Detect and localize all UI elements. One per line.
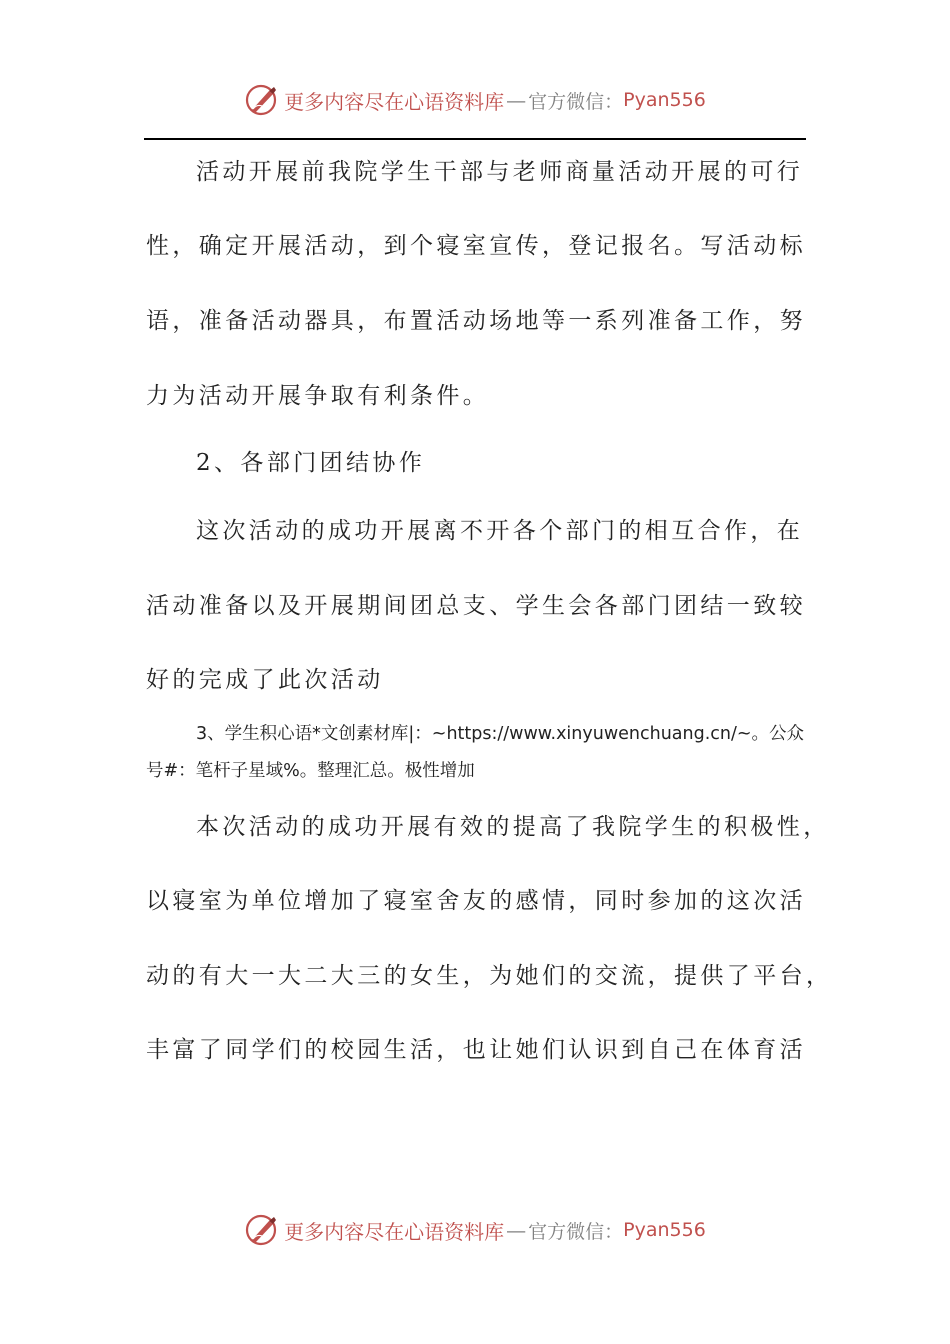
footer-brand-text: 更多内容尽在心语资料库 bbox=[284, 1219, 505, 1244]
header-wechat-id: Pyan556 bbox=[623, 89, 706, 111]
paragraph-1-line-3: 语，准备活动器具，布置活动场地等一系列准备工作，努 bbox=[146, 308, 806, 334]
paragraph-2-line-3: 好的完成了此次活动 bbox=[146, 667, 384, 693]
paragraph-3-line-1: 本次活动的成功开展有效的提高了我院学生的积极性， bbox=[196, 814, 830, 840]
section-heading-2: 2、各部门团结协作 bbox=[196, 450, 426, 476]
paragraph-1-line-2: 性，确定开展活动，到个寝室宣传，登记报名。写活动标 bbox=[146, 233, 806, 259]
footer-wechat-id: Pyan556 bbox=[623, 1219, 706, 1241]
paragraph-2-line-2: 活动准备以及开展期间团总支、学生会各部门团结一致较 bbox=[146, 593, 806, 619]
pen-logo-icon bbox=[244, 1212, 280, 1248]
header-banner bbox=[0, 78, 950, 122]
footer-wechat-label: 官方微信： bbox=[528, 1220, 624, 1243]
header-divider bbox=[144, 138, 806, 140]
pen-logo-icon bbox=[244, 82, 280, 118]
paragraph-1-line-1: 活动开展前我院学生干部与老师商量活动开展的可行 bbox=[196, 159, 804, 185]
paragraph-3-line-2: 以寝室为单位增加了寝室舍友的感情，同时参加的这次活 bbox=[146, 888, 806, 914]
paragraph-3-line-3: 动的有大一大二大三的女生，为她们的交流，提供了平台， bbox=[146, 963, 833, 989]
header-brand-text: 更多内容尽在心语资料库 bbox=[284, 89, 505, 114]
paragraph-1-line-4: 力为活动开展争取有利条件。 bbox=[146, 383, 490, 409]
section-heading-3-line-2: 号#：笔杆子星域%。整理汇总。极性增加 bbox=[146, 761, 475, 781]
header-dash: — bbox=[506, 88, 527, 112]
paragraph-3-line-4: 丰富了同学们的校园生活，也让她们认识到自己在体育活 bbox=[146, 1037, 806, 1063]
footer-dash: — bbox=[506, 1218, 527, 1242]
paragraph-2-line-1: 这次活动的成功开展离不开各个部门的相互合作，在 bbox=[196, 518, 804, 544]
section-heading-3-line-1: 3、学生积心语*文创素材库|：~https://www.xinyuwenchuang.cn/~。公众 bbox=[196, 724, 805, 744]
header-wechat-label: 官方微信： bbox=[528, 90, 624, 113]
footer-banner bbox=[0, 1208, 950, 1252]
